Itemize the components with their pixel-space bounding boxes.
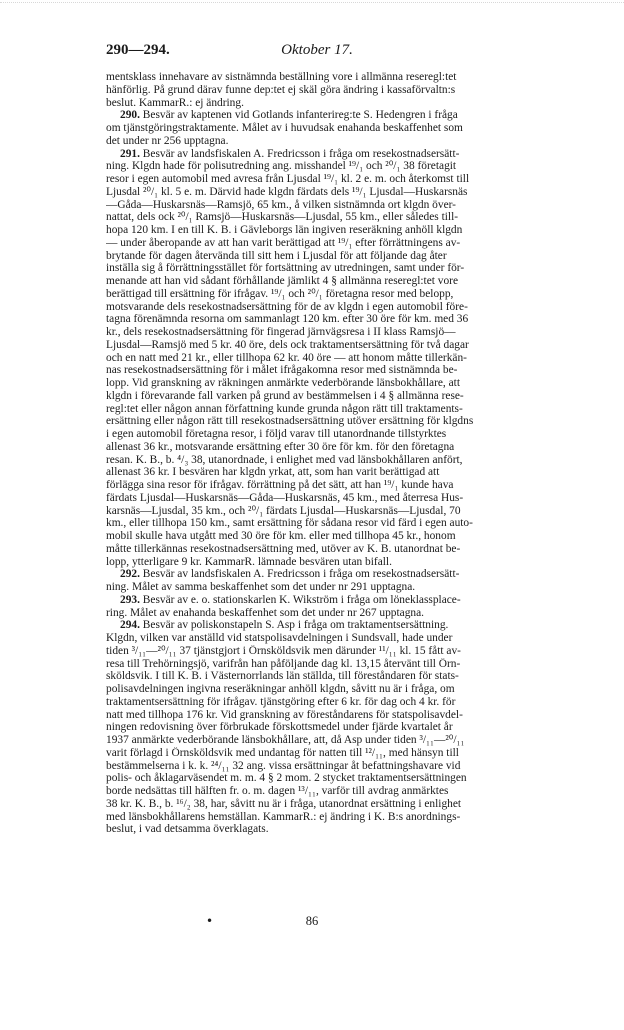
text-line: 292. Besvär av landsfiskalen A. Fredricsson i fråga om resekostnadsersätt- (120, 568, 460, 581)
text-line: mobil skulle hava utgått med 30 öre för km. eller med tillhopa 45 kr., honom (106, 530, 456, 542)
text-line: regl:tet eller någon annan författning kunde grunda någon rätt till traktaments- (106, 402, 463, 415)
text-line: tiden ³/₁₁—²⁰/₁₁ 37 tjänstgjort i Örnsköldsvik men därunder ¹¹/₁₁ kl. 15 fått av- (106, 644, 461, 657)
text-line: brytande för dagen återvända till sitt hem i Ljusdal för att följande dag åter (106, 249, 447, 262)
text-line: måtte tillerkännas resekostnadsersättning med, utöver av K. B. utanordnat be- (106, 542, 461, 555)
text-line: 291. Besvär av landsfiskalen A. Fredricsson i fråga om resekostnadsersätt- (120, 147, 460, 160)
text-line: menande att han vid sådant förhållande jämlikt 4 § allmänna reseregl:tet vore (106, 275, 459, 287)
text-line: 290. Besvär av kaptenen vid Gotlands infanterireg:te S. Hedengren i fråga (120, 109, 458, 122)
text-line: kr., dels resekostnadsersättning för fingerad järnvägsresa i II klass Ramsjö— (106, 326, 456, 338)
text-line: tagna förenämnda resorna om sammanlagt 120 km. efter 30 öre för km. med 36 (106, 313, 469, 326)
page-number: 86 (305, 914, 319, 928)
text-line: — under åberopande av att han varit berättigad att ¹⁹/₁ efter förrättningens av- (106, 236, 461, 249)
header-date: Oktober 17. (281, 42, 353, 58)
text-line: ningen redovisning över förbrukade förskottsmedel under fjärde kvartalet år (106, 721, 453, 734)
text-line: natt med tillhopa 176 kr. Vid granskning av föreståndarens för statspolisavdel- (106, 708, 463, 721)
text-line: det under nr 256 upptagna. (106, 134, 229, 147)
text-line: resor i egen automobil med avresa från Ljusdal ¹⁹/₁ kl. 2 e. m. och återkomst till (106, 173, 470, 185)
text-line: Ljusdal—Ramsjö med 5 kr. 40 öre, dels ock traktamentsersättning för två dagar (106, 338, 469, 351)
text-line: borde nedsättas till hälften fr. o. m. dagen ¹³/₁₁, varför till avdrag anmärktes (106, 785, 449, 797)
text-line: ning. Målet av samma beskaffenhet som det under nr 291 upptagna. (106, 581, 416, 593)
text-line: nattat, dels ock ²⁰/₁ Ramsjö—Huskarsnäs—Ljusdal, 55 km., eller således till- (106, 211, 459, 224)
text-line: allenast 36 kr., motsvarande ersättning efter 30 öre för km. för den företagna (106, 440, 455, 453)
page-header (106, 42, 528, 62)
text-line: ning. Klgdn hade för polisutredning ang. misshandel ¹⁹/₁ och ²⁰/₁ 38 företagit (106, 160, 457, 173)
scan-edge-marks (0, 2, 624, 9)
text-line: inställa sig å förrättningsstället för fortsättning av utredningen, samt under för- (106, 262, 465, 275)
text-line: lopp. Vid granskning av räkningen anmärkte vederbörande länsbokhållare, att (106, 377, 460, 389)
text-line: ersättning eller någon rätt till resekostnadsersättning utöver ersättning för klgdns (106, 415, 474, 428)
text-line: bestämmelserna i k. k. ²⁴/₁₁ 32 ang. vissa ersättningar åt befattningshavare vid (106, 759, 461, 772)
text-line: 293. Besvär av e. o. stationskarlen K. Wikström i fråga om löneklassplace- (120, 593, 461, 606)
text-line: km., eller tillhopa 150 km., samt ersättning för sådana resor vid färd i egen auto- (106, 517, 473, 530)
text-line: beslut, i vad detsamma överklagats. (106, 823, 269, 836)
text-line: varit förlagd i Örnsköldsvik med undantag för natten till ¹²/₁₁, med hänsyn till (106, 746, 459, 759)
case-number: 291. (120, 147, 140, 160)
case-number: 292. (120, 568, 140, 581)
text-line: polisavdelningen ingivna reseräkningar anhöll klgdn, såvitt nu är i fråga, om (106, 683, 455, 695)
header-case-range: 290—294. (106, 42, 170, 58)
text-line: hänförlig. På grund därav funne dep:tet ej skäl göra ändring i kassaförvaltn:s (106, 83, 456, 96)
text-line: berättigad till ersättning för ifrågav. ¹⁹/₁ och ²⁰/₁ företagna resor med belopp, (106, 287, 454, 300)
page-footer (0, 914, 624, 930)
text-line: resa till Trehörningsjö, varifrån han påföljande dag kl. 13,15 återvänt till Örn- (106, 657, 461, 670)
text-line: hopa 120 km. I en till K. B. i Gävleborgs län ingiven reseräkning anhöll klgdn (106, 224, 463, 236)
case-number: 290. (120, 109, 140, 122)
text-line: karsnäs—Ljusdal, 35 km., och ²⁰/₁ färdats Ljusdal—Huskarsnäs—Ljusdal, 70 (106, 504, 461, 517)
text-line: lopp, ytterligare 9 kr. KammarR. lämnade besvären utan bifall. (106, 555, 392, 568)
text-line: klgdn i förevarande fall varken på grund av bestämmelsen i 4 § allmänna rese- (106, 389, 464, 402)
text-line: 38 kr. K. B., b. ¹⁶/₂ 38, har, såvitt nu är i fråga, utanordnat ersättning i enlighet (106, 797, 462, 810)
footer-dot: • (206, 914, 214, 928)
text-line: Ljusdal ²⁰/₁ kl. 5 e. m. Därvid hade klgdn färdats dels ¹⁹/₁ Ljusdal—Huskarsnäs (106, 185, 468, 198)
case-number: 293. (120, 593, 140, 606)
text-line: polis- och åklagarväsendet m. m. 4 § 2 mom. 2 stycket traktamentsersättningen (106, 772, 467, 785)
text-line: mentsklass innehavare av sistnämnda beställning vore i allmänna reseregl:tet (106, 71, 457, 83)
text-line: motsvarande dels resekostnadsersättning för de av klgdn i egen automobil före- (106, 300, 468, 313)
text-line: resan. K. B., b. ⁴/₃ 38, utanordnade, i enlighet med vad länsbokhållaren anfört, (106, 453, 463, 466)
text-line: 294. Besvär av poliskonstapeln S. Asp i fråga om traktamentsersättning. (120, 619, 449, 632)
text-line: traktamentsersättning för ifrågav. tjänstgöring efter 6 kr. för dag och 4 kr. för (106, 695, 456, 708)
case-number: 294. (120, 619, 140, 632)
text-line: Klgdn, vilken var anställd vid statspolisavdelningen i Sundsvall, hade under (106, 632, 453, 644)
text-line: —Gåda—Huskarsnäs—Ramsjö, 65 km., å vilken sistnämnda ort klgdn över- (106, 198, 456, 211)
text-line: i egen automobil företagna resor, i följd varav till utanordnande tillstyrktes (106, 428, 447, 440)
text-line: om tjänstgöringstraktamente. Målet av i huvudsak enahanda beskaffenhet som (106, 122, 463, 134)
text-line: allenast 36 kr. I besvären har klgdn yrkat, att, som han varit berättigad att (106, 466, 440, 479)
text-line: med länsbokhållarens hemställan. KammarR.: ej ändring i K. B:s anordnings- (106, 810, 461, 823)
text-line: beslut. KammarR.: ej ändring. (106, 96, 244, 109)
text-line: sköldsvik. I till K. B. i Västernorrlands län ställda, till föreståndaren för stats- (106, 670, 459, 683)
text-line: förlägga sina resor för ifrågav. förrättning på det sätt, att han ¹⁹/₁ kunde hava (106, 479, 454, 491)
text-line: och en natt med 21 kr., eller tillhopa 62 kr. 40 öre — att honom måtte tillerkän- (106, 351, 467, 364)
text-line: färdats Ljusdal—Huskarsnäs—Gåda—Huskarsnäs, 45 km., med återresa Hus- (106, 491, 464, 504)
text-line: nas resekostnadsersättning för i målet ifrågakomna resor med sistnämnda be- (106, 364, 458, 377)
text-line: 1937 anmärkte vederbörande länsbokhållare, att, då Asp under tiden ³/₁₁—²⁰/₁₁ (106, 734, 465, 746)
document-body (106, 71, 528, 836)
text-line: ring. Målet av enahanda beskaffenhet som det under nr 267 upptagna. (106, 606, 424, 619)
